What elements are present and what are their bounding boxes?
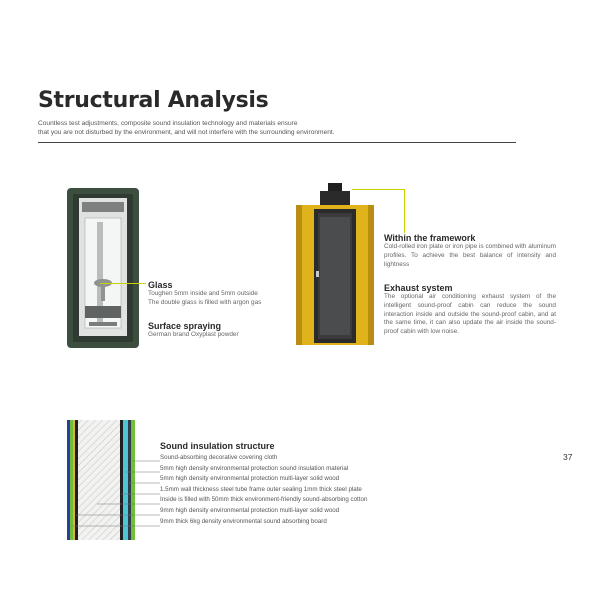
subtitle-line: Countless test adjustments, composite sound insulation technology and materials ensure [38, 120, 298, 127]
glass-annotation [148, 280, 318, 308]
framework-text: Cold-rolled iron plate or iron pipe is combined with aluminum profiles. To achieve the best balance of intensity and lightness [384, 243, 556, 268]
sound-layer-item: 9mm thick 6kg density environmental sound absorbing board [160, 517, 327, 525]
title-divider [38, 142, 516, 143]
page-title: Structural Analysis [38, 88, 269, 113]
sound-layer-item: 1.5mm wall thickness steel tube frame outer sealing 1mm thick steel plate [160, 485, 362, 493]
sound-layer-item: 9mm high density environmental protection multi-layer solid wood [160, 506, 340, 514]
framework-booth-illustration [296, 183, 374, 345]
sound-layer-item: Sound-absorbing decorative covering cloth [160, 454, 278, 461]
glass-leader-line [100, 283, 146, 284]
framework-annotation [384, 233, 556, 269]
exhaust-heading: Exhaust system [384, 283, 453, 293]
page-subtitle [38, 119, 508, 137]
spraying-line: German brand Oxyplast powder [148, 331, 239, 338]
subtitle-line: that you are not disturbed by the environment, and will not interfere with the surrounding environment. [38, 129, 335, 136]
framework-leader-line [352, 189, 404, 190]
sound-layer-item: Inside is filled with 50mm thick environment-friendly sound-absorbing cotton [160, 496, 368, 504]
sound-layer-item: 5mm high density environmental protection sound insulation material [160, 464, 349, 472]
glass-heading: Glass [148, 280, 173, 290]
framework-heading: Within the framework [384, 233, 476, 243]
exhaust-text: The optional air conditioning exhaust system of the intelligent sound-proof cabin can reduce the sound interaction inside and outside the sound-proof cabin, and at the same time, it can also update the air inside the sound-proof cabin with low noise. [384, 293, 556, 336]
sound-insulation-annotation [160, 441, 420, 527]
exhaust-annotation [384, 283, 556, 337]
sound-insulation-heading: Sound insulation structure [160, 441, 275, 451]
sound-layer-item: 5mm high density environmental protection multi-layer solid wood [160, 475, 340, 483]
page-number: 37 [563, 452, 573, 462]
spraying-annotation [148, 321, 318, 340]
glass-line: The double glass is filled with argon gas [148, 298, 262, 306]
spraying-heading: Surface spraying [148, 321, 222, 331]
framework-leader-line [404, 189, 405, 233]
glass-line: Toughen 5mm inside and 5mm outside [148, 290, 258, 297]
glass-booth-illustration [67, 188, 139, 348]
sound-leader-lines [67, 440, 162, 535]
